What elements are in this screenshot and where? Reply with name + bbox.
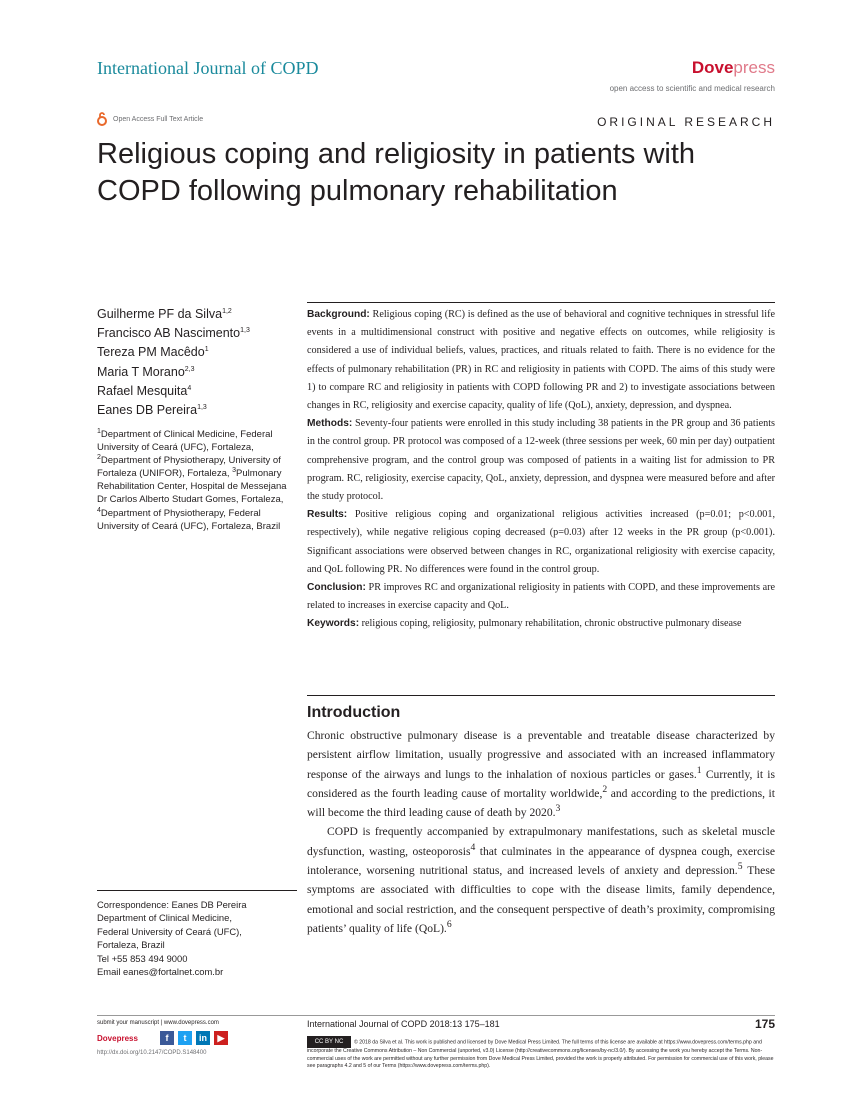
abstract-keywords: Keywords: religious coping, religiosity, pulmonary rehabilitation, chronic obstructive pulmonary disease <box>307 618 742 630</box>
license-text: CC BY NC © 2018 da Silva et al. This work is published and licensed by Dove Medical Press Limited. The full terms of this license are available at https://www.dovepress.com/terms.php and incorporate the Creative Commons Attribution – Non Commercial (unported, v3.0) License (http://creativecommons.org/licenses/by-nc/3.0/). By accessing the work you hereby accept the Terms. Non-commercial uses of the work are permitted without any further permission from Dove Medical Press Limited, provided the work is properly attributed. For permission for commercial use of this work, please see paragraphs 4.2 and 5 of our Terms (https://www.dovepress.com/terms.php). <box>307 1036 775 1071</box>
abstract-background: Background: Religious coping (RC) is defined as the use of behavioral and cognitive techniques in stressful life events in a multidimensional construct with positive and negative effects on outcomes, while religiosity is considered a use of individual beliefs, values, practices, and rituals related to faith. There is no evidence for the effects of pulmonary rehabilitation (PR) in RC and religiosity in patients with COPD. The aims of this study were 1) to compare RC and religiosity in patients with COPD following PR and 2) to investigate associations between changes in RC, religiosity and exercise capacity, quality of life (QoL), anxiety, depression, and dyspnea. <box>307 309 776 412</box>
author: Maria T Morano$^{2,3}$ <box>97 364 195 379</box>
affiliations: $^1$Department of Clinical Medicine, Federal University of Ceará (UFC), Fortaleza, $^2$Department of Physiotherapy, University of Fortaleza (UNIFOR), Fortaleza, $^3$Pulmonary Rehabilitation Center, Hospital de Messejana Dr Carlos Alberto Studart Gomes, Fortaleza, $^4$Department of Physiotherapy, Federal University of Ceará (UFC), Fortaleza, Brazil <box>97 427 287 532</box>
linkedin-icon[interactable]: in <box>196 1031 210 1045</box>
paragraph: COPD is frequently accompanied by extrapulmonary manifestations, such as skeletal muscle dysfunction, wasting, osteoporosis$^4$ that culminates in the appearance of dyspnea cough, exercise intolerance, worsening nutritional status, and increased levels of anxiety and depression.$^5$ These symptoms are associated with difficulties to cope with the disease limits, family dependence, emotional and social restriction, and the consequent perspective of death’s proximity, compromising patients’ quality of life (QoL).$^6$ <box>307 825 775 935</box>
facebook-icon[interactable]: f <box>160 1031 174 1045</box>
journal-name: International Journal of COPD <box>97 58 319 78</box>
introduction-heading: Introduction <box>307 704 401 721</box>
correspondence-rule <box>97 890 297 891</box>
author: Rafael Mesquita$^4$ <box>97 383 192 398</box>
publisher-logo-light: press <box>733 58 775 77</box>
author: Guilherme PF da Silva$^{1,2}$ <box>97 307 232 321</box>
open-access-lock-icon <box>97 112 107 126</box>
open-access-label: Open Access Full Text Article <box>113 115 204 123</box>
doi-link[interactable]: http://dx.doi.org/10.2147/COPD.S148400 <box>97 1050 207 1056</box>
abstract <box>307 306 775 634</box>
submit-manuscript-link[interactable]: submit your manuscript | www.dovepress.com <box>97 1020 219 1026</box>
footer-rule <box>97 1015 775 1016</box>
open-access-badge <box>97 112 203 126</box>
author: Francisco AB Nascimento$^{1,3}$ <box>97 326 250 341</box>
author: Tereza PM Macêdo$^1$ <box>97 345 209 360</box>
youtube-icon[interactable]: ▶ <box>214 1031 228 1045</box>
social-links <box>160 1031 228 1045</box>
correspondence: Correspondence: Eanes DB Pereira Department of Clinical Medicine, Federal University of Ceará (UFC), Fortaleza, Brazil Tel +55 853 494 9000 Email eanes@fortalnet.com.br <box>97 899 247 978</box>
journal-reference: International Journal of COPD 2018:13 175–181 <box>307 1019 500 1029</box>
article-title: Religious coping and religiosity in patients with COPD following pulmonary rehabilitation <box>97 138 696 207</box>
paragraph: Chronic obstructive pulmonary disease is a preventable and treatable disease characterized by persistent airflow limitation, usually progressive and associated with an increased inflammatory response of the airways and lungs to the inhalation of noxious particles or gases.$^1$ Currently, it is considered as the fourth leading cause of mortality worldwide,$^2$ and according to the predictions, it will become the third leading cause of death by 2020.$^3$ <box>307 729 775 820</box>
introduction-body <box>307 726 775 938</box>
publisher-logo-strong: Dove <box>691 58 734 77</box>
article-type: ORIGINAL RESEARCH <box>597 115 775 129</box>
abstract-top-rule <box>307 302 775 303</box>
abstract-conclusion: Conclusion: PR improves RC and organizational religiosity in patients with COPD, and these improvements are related to increases in exercise capacity and QoL. <box>307 582 775 612</box>
author: Eanes DB Pereira$^{1,3}$ <box>97 403 207 418</box>
abstract-methods: Methods: Seventy-four patients were enrolled in this study including 38 patients in the PR group and 36 patients in the control group. PR protocol was composed of a 12-week (three sessions per week, 60 min per day) outpatient comprehensive program, and the control group was composed of patients in a waiting list for admission to PR program. RC, religiosity, exercise capacity, QoL, anxiety, depression, and dyspnea were measured before and after the study protocol. <box>307 418 775 503</box>
creative-commons-icon[interactable]: CC BY NC <box>307 1036 351 1048</box>
page-number: 175 <box>754 1017 775 1031</box>
author-list <box>97 305 297 420</box>
twitter-icon[interactable]: t <box>178 1031 192 1045</box>
abstract-results: Results: Positive religious coping and organizational religious activities increased (p=0.01; p<0.001, respectively), while negative religious coping decreased (p=0.03) after 12 weeks in the PR group (p<0.001). Significant associations were observed between changes in RC, organizational religiosity with exercise capacity, and QoL following PR. No differences were found in the control group. <box>307 509 775 575</box>
publisher-tagline: open access to scientific and medical research <box>609 84 775 93</box>
footer-dovepress-logo[interactable]: Dovepress <box>97 1034 138 1043</box>
abstract-bottom-rule <box>307 695 775 696</box>
publisher-logo[interactable] <box>692 58 775 78</box>
